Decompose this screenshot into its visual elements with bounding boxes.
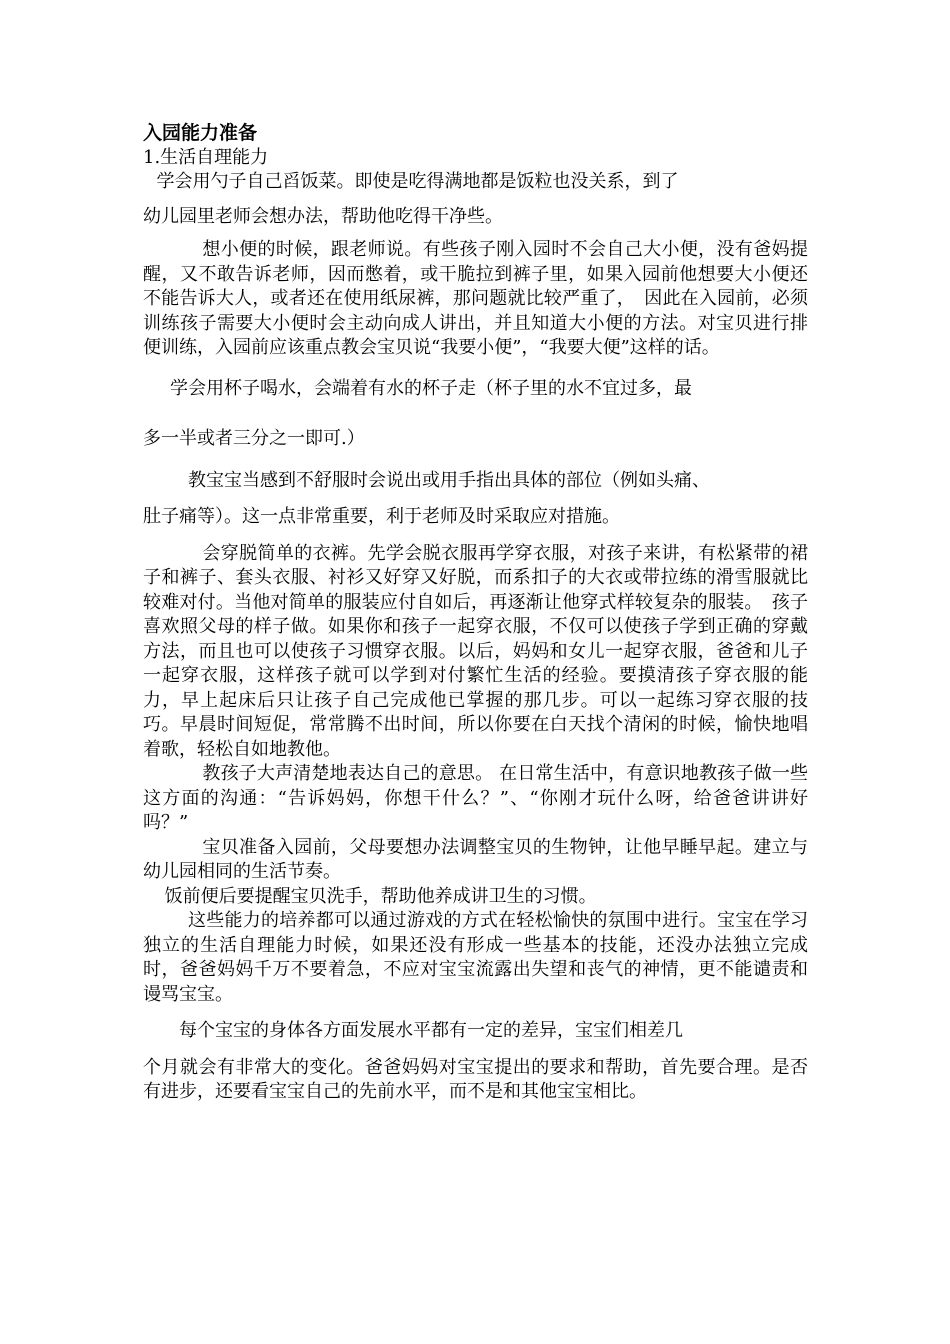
- paragraph-express: 教孩子大声清楚地表达自己的意思。 在日常生活中，有意识地教孩子做一些这方面的沟通：“告诉妈妈，你想干什么？”、“你刚才玩什么呀，给爸爸讲讲好吗？”: [143, 763, 808, 833]
- paragraph-spoon-cont: 幼儿园里老师会想办法，帮助他吃得干净些。: [143, 205, 503, 227]
- paragraph-toilet: 想小便的时候，跟老师说。有些孩子刚入园时不会自己大小便，没有爸妈提醒，又不敢告诉老师，因而憋着，或干脆拉到裤子里，如果入园前他想要大小便还不能告诉大人，或者还在使用纸尿裤，那问题就比较严重了， 因此在入园前，必须训练孩子需要大小便时会主动向成人讲出，并且知道大小便的方法。对宝贝进行排便训练，入园前应该重点教会宝贝说“我要小便”，“我要大便”这样的话。: [143, 239, 808, 358]
- paragraph-differences: 每个宝宝的身体各方面发展水平都有一定的差异，宝宝们相差几: [179, 1020, 683, 1041]
- paragraph-spoon: 学会用勺子自己舀饭菜。即使是吃得满地都是饭粒也没关系，到了: [156, 171, 679, 192]
- paragraph-dressing: 会穿脱简单的衣裤。先学会脱衣服再学穿衣服，对孩子来讲，有松紧带的裙子和裤子、套头衣服、衬衫又好穿又好脱，而系扣子的大衣或带拉练的滑雪服就比较难对付。当他对简单的服装应付自如后，再逐渐让他穿式样较复杂的服装。 孩子喜欢照父母的样子做。如果你和孩子一起穿衣服，不仅可以使孩子学到正确的穿戴方法，而且也可以使孩子习惯穿衣服。以后，妈妈和女儿一起穿衣服，爸爸和儿子一起穿衣服，这样孩子就可以学到对付繁忙生活的经验。要摸清孩子穿衣服的能力，早上起床后只让孩子自己完成他已掌握的那几步。可以一起练习穿衣服的技巧。早晨时间短促，常常腾不出时间，所以你要在白天找个清闲的时候，愉快地唱着歌，轻松自如地教他。: [143, 542, 808, 760]
- paragraph-discomfort-cont: 肚子痛等）。这一点非常重要，利于老师及时采取应对措施。: [143, 506, 620, 527]
- paragraph-games: 这些能力的培养都可以通过游戏的方式在轻松愉快的氛围中进行。宝宝在学习独立的生活自理能力时候，如果还没有形成一些基本的技能，还没办法独立完成时，爸爸妈妈千万不要着急，不应对宝宝流露出失望和丧气的神情，更不能谴责和谩骂宝宝。: [143, 910, 808, 1005]
- paragraph-cup: 学会用杯子喝水，会端着有水的杯子走（杯子里的水不宜过多，最: [170, 377, 692, 399]
- section-heading: 1.生活自理能力: [143, 147, 269, 168]
- document-page: [143, 120, 808, 1105]
- paragraph-discomfort: 教宝宝当感到不舒服时会说出或用手指出具体的部位（例如头痛、: [188, 469, 710, 491]
- paragraph-handwash: 饭前便后要提醒宝贝洗手，帮助他养成讲卫生的习惯。: [164, 885, 597, 907]
- paragraph-differences-cont: 个月就会有非常大的变化。爸爸妈妈对宝宝提出的要求和帮助，首先要合理。是否有进步，还要看宝宝自己的先前水平，而不是和其他宝宝相比。: [143, 1056, 808, 1102]
- document-title: 入园能力准备: [143, 122, 258, 144]
- paragraph-cup-cont: 多一半或者三分之一即可.）: [143, 428, 365, 449]
- paragraph-routine: 宝贝准备入园前，父母要想办法调整宝贝的生物钟，让他早睡早起。建立与幼儿园相同的生活节奏。: [143, 836, 808, 882]
